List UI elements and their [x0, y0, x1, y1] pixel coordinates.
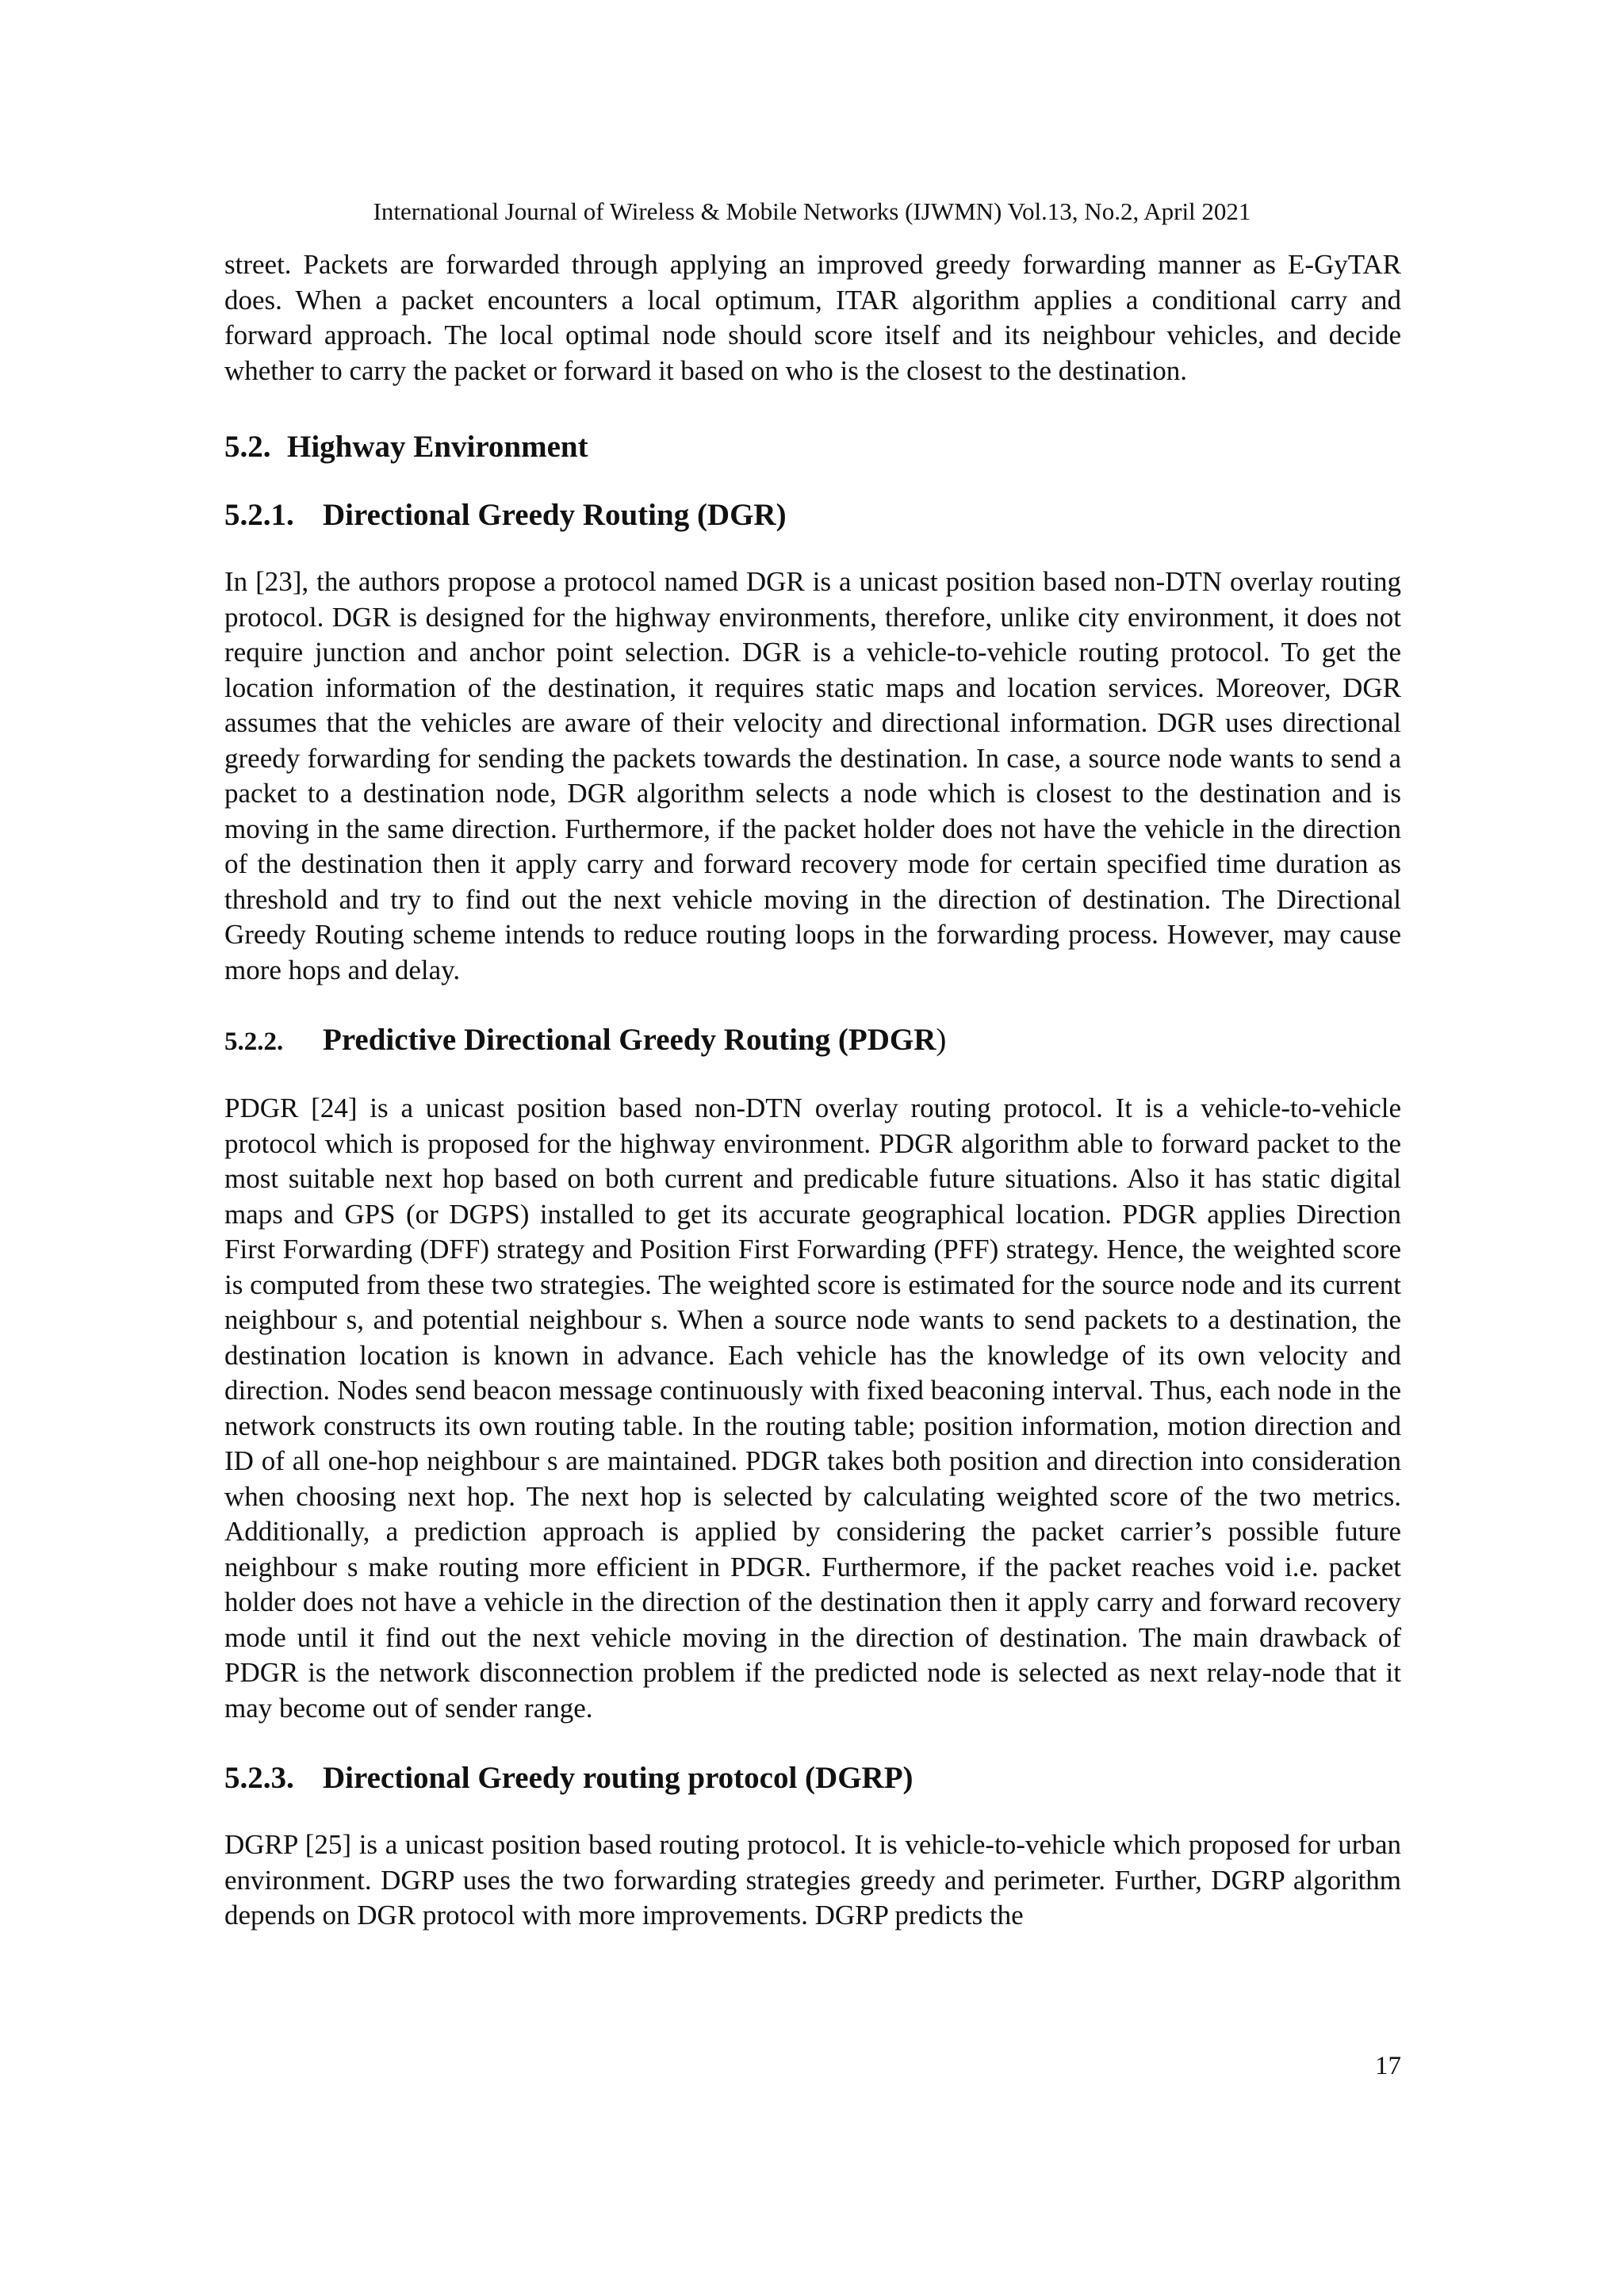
paragraph-pdgr: PDGR [24] is a unicast position based non-DTN overlay routing protocol. It is a vehicle-to-vehicle protocol which is proposed for the highway environment. PDGR algorithm able to forward packet to the most suitable next hop based on both current and predicable future situations. Also it has static digital maps and GPS (or DGPS) installed to get its accurate geographical location. PDGR applies Direction First Forwarding (DFF) strategy and Position First Forwarding (PFF) strategy. Hence, the weighted score is computed from these two strategies. The weighted score is estimated for the source node and its current neighbour s, and potential neighbour s. When a source node wants to send packets to a destination, the destination location is known in advance. Each vehicle has the knowledge of its own velocity and direction. Nodes send beacon message continuously with fixed beaconing interval. Thus, each node in the network constructs its own routing table. In the routing table; position information, motion direction and ID of all one-hop neighbour s are maintained. PDGR takes both position and direction into consideration when choosing next hop. The next hop is selected by calculating weighted score of the two metrics. Additionally, a prediction approach is applied by considering the packet carrier’s possible future neighbour s make routing more efficient in PDGR. Furthermore, if the packet reaches void i.e. packet holder does not have a vehicle in the direction of the destination then it apply carry and forward recovery mode until it find out the next vehicle moving in the direction of destination. The main drawback of PDGR is the network disconnection problem if the predicted node is selected as next relay-node that it may become out of sender range. [224, 1093, 1401, 1724]
section-heading-highway [224, 428, 1401, 466]
section-number: 5.2. [224, 430, 271, 464]
paragraph-dgrp: DGRP [25] is a unicast position based routing protocol. It is vehicle-to-vehicle which proposed for urban environment. DGRP uses the two forwarding strategies greedy and perimeter. Further, DGRP algorithm depends on DGR protocol with more improvements. DGRP predicts the [224, 1829, 1401, 1931]
subsection-title: Directional Greedy routing protocol (DGRP) [323, 1761, 914, 1795]
subsection-heading-dgrp [224, 1759, 1401, 1797]
running-header: International Journal of Wireless & Mobile Networks (IJWMN) Vol.13, No.2, April 2021 [373, 197, 1251, 225]
page-body [224, 247, 1401, 1934]
subsection-title: Predictive Directional Greedy Routing (PDGR [323, 1023, 936, 1057]
page-number: 17 [1375, 2052, 1401, 2080]
subsection-heading-pdgr [224, 1021, 1401, 1061]
subsection-heading-dgr [224, 496, 1401, 534]
subsection-number: 5.2.2. [224, 1027, 284, 1056]
subsection-number: 5.2.1. [224, 498, 294, 532]
paragraph-intro: street. Packets are forwarded through applying an improved greedy forwarding manner as E-GyTAR does. When a packet encounters a local optimum, ITAR algorithm applies a conditional carry and forward approach. The local optimal node should score itself and its neighbour vehicles, and decide whether to carry the packet or forward it based on who is the closest to the destination. [224, 249, 1401, 386]
subsection-title: Directional Greedy Routing (DGR) [323, 498, 787, 532]
subsection-number: 5.2.3. [224, 1761, 294, 1795]
paragraph-dgr: In [23], the authors propose a protocol named DGR is a unicast position based non-DTN overlay routing protocol. DGR is designed for the highway environments, therefore, unlike city environment, it does not require junction and anchor point selection. DGR is a vehicle-to-vehicle routing protocol. To get the location information of the destination, it requires static maps and location services. Moreover, DGR assumes that the vehicles are aware of their velocity and directional information. DGR uses directional greedy forwarding for sending the packets towards the destination. In case, a source node wants to send a packet to a destination node, DGR algorithm selects a node which is closest to the destination and is moving in the same direction. Furthermore, if the packet holder does not have the vehicle in the direction of the destination then it apply carry and forward recovery mode for certain specified time duration as threshold and try to find out the next vehicle moving in the direction of destination. The Directional Greedy Routing scheme intends to reduce routing loops in the forwarding process. However, may cause more hops and delay. [224, 566, 1401, 985]
section-title: Highway Environment [287, 430, 588, 464]
closing-parenthesis: ) [936, 1023, 947, 1057]
